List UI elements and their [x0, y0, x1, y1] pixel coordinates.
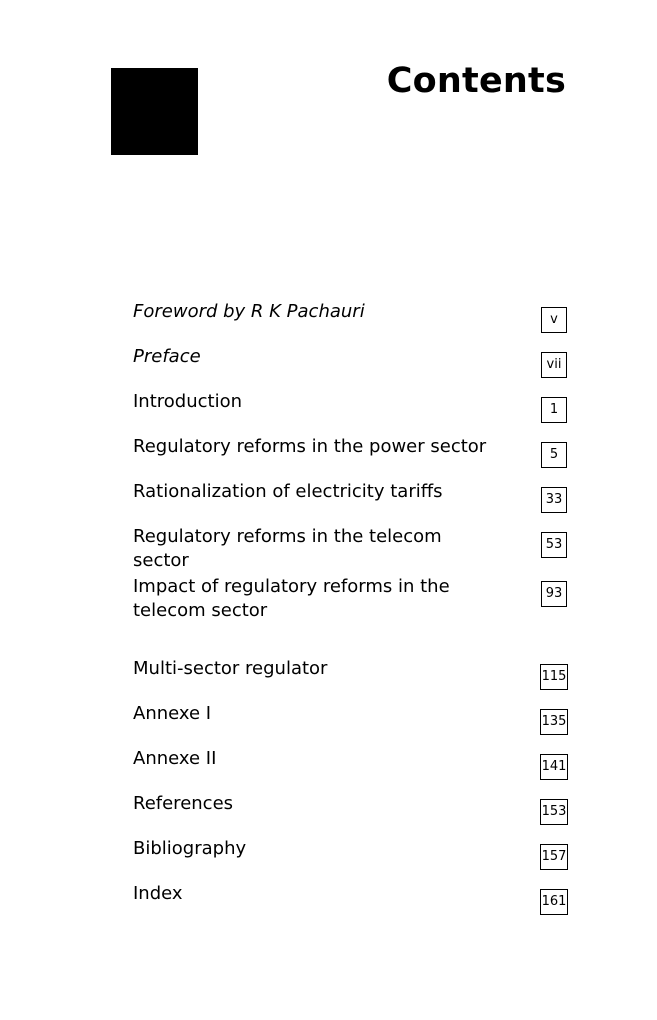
toc-entry-label: Regulatory reforms in the telecom sector — [133, 526, 442, 571]
toc-entry-label: Annexe I — [133, 703, 212, 724]
toc-entry-label: Regulatory reforms in the power sector — [133, 436, 487, 457]
toc-entry-label: Foreword by R K Pachauri — [133, 301, 365, 322]
page-number-box: 153 — [540, 799, 568, 825]
table-of-contents — [133, 298, 568, 925]
page-number-box: 5 — [541, 442, 567, 468]
toc-entry-label: Preface — [133, 346, 201, 367]
toc-entry-multi-sector-regulator[interactable] — [133, 655, 568, 700]
toc-entry-label: Index — [133, 883, 183, 904]
toc-entry-telecom-sector[interactable] — [133, 523, 568, 573]
toc-entry-label: References — [133, 793, 234, 814]
toc-entry-annexe-1[interactable] — [133, 700, 568, 745]
page-number-box: 141 — [540, 754, 568, 780]
page-number-box: vii — [541, 352, 567, 378]
page-number-box: 115 — [540, 664, 568, 690]
page-number-box: 161 — [540, 889, 568, 915]
page-number-box: 157 — [540, 844, 568, 870]
toc-entry-label: Rationalization of electricity tariffs — [133, 481, 443, 502]
toc-entry-label: Bibliography — [133, 838, 247, 859]
toc-entry-power-sector[interactable] — [133, 433, 568, 478]
toc-entry-label: Introduction — [133, 391, 243, 412]
page-number-box: 1 — [541, 397, 567, 423]
page-number-box: 93 — [541, 581, 567, 607]
page-number-box: 53 — [541, 532, 567, 558]
toc-entry-bibliography[interactable] — [133, 835, 568, 880]
toc-entry-preface[interactable] — [133, 343, 568, 388]
page-number-box: v — [541, 307, 567, 333]
toc-entry-label: Annexe II — [133, 748, 217, 769]
toc-entry-foreword[interactable] — [133, 298, 568, 343]
page-number-box: 33 — [541, 487, 567, 513]
toc-entry-introduction[interactable] — [133, 388, 568, 433]
toc-entry-annexe-2[interactable] — [133, 745, 568, 790]
toc-entry-telecom-impact[interactable] — [133, 573, 568, 655]
toc-entry-label: Impact of regulatory reforms in the telecom sector — [133, 576, 450, 621]
toc-entry-references[interactable] — [133, 790, 568, 835]
toc-entry-electricity-tariffs[interactable] — [133, 478, 568, 523]
page-number-box: 135 — [540, 709, 568, 735]
toc-entry-index[interactable] — [133, 880, 568, 925]
chapter-corner-block — [111, 68, 198, 155]
page-title: Contents — [386, 61, 566, 101]
toc-entry-label: Multi-sector regulator — [133, 658, 328, 679]
